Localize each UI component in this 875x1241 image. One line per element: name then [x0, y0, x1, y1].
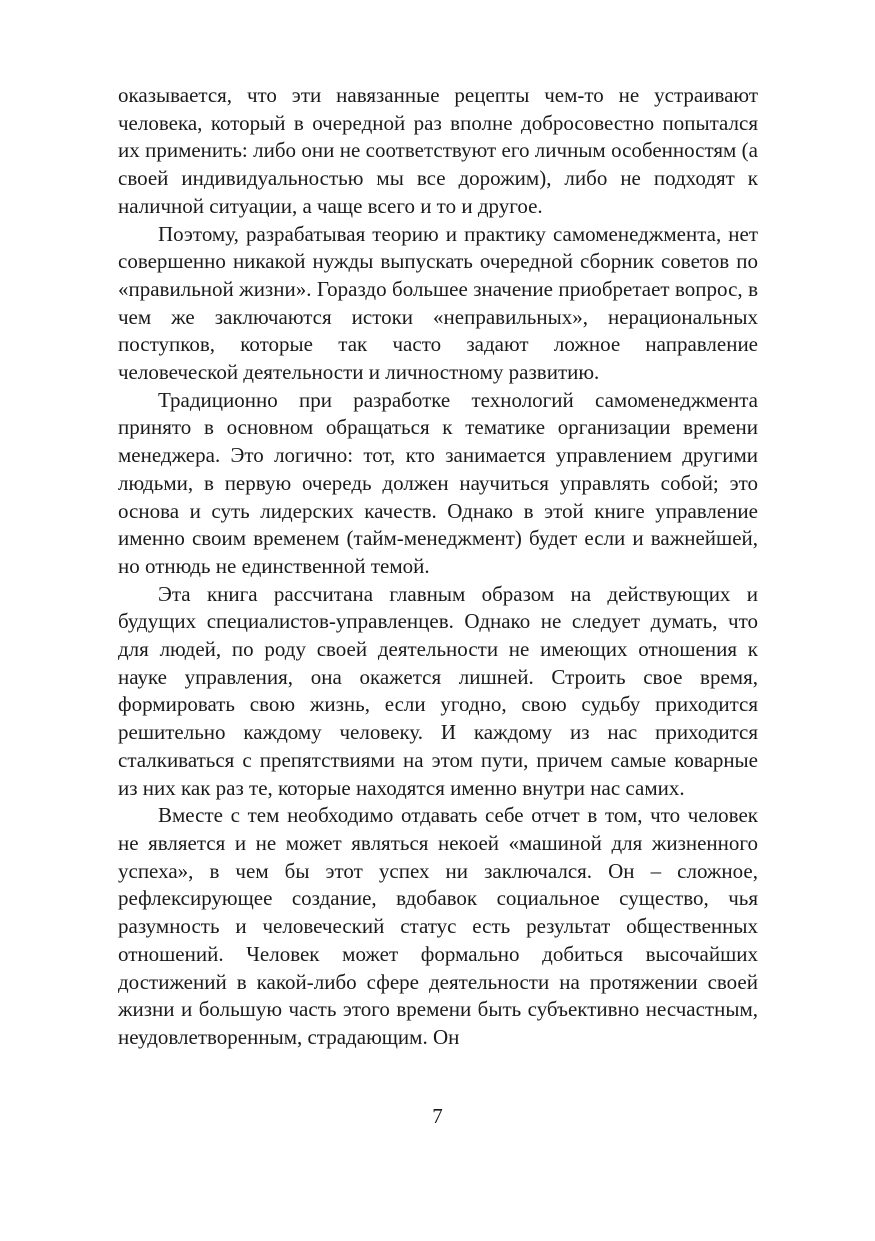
- paragraph: Вместе с тем необходимо отдавать себе отчет в том, что человек не является и не может являться некоей «машиной для жизненного успеха», в чем бы этот успех ни заключался. Он – сложное, рефлексирующее создание, вдобавок социальное существо, чья разумность и человеческий статус есть результат общественных отношений. Человек может формально добиться высочайших достижений в какой-либо сфере деятельности на протяжении своей жизни и большую часть этого времени быть субъективно несчастным, неудовлетворенным, страдающим. Он: [118, 803, 758, 1049]
- page-number: 7: [432, 1104, 443, 1128]
- paragraph: оказывается, что эти навязанные рецепты чем-то не устраивают человека, который в очередной раз вполне добросовестно попытался их применить: либо они не соответствуют его личным особенностям (а своей индивидуальностью мы все дорожим), либо не подходят к наличной ситуации, а чаще всего и то и другое.: [118, 83, 758, 218]
- body-text: [118, 82, 758, 1052]
- paragraph: Эта книга рассчитана главным образом на действующих и будущих специалистов-управленцев. Однако не следует думать, что для людей, по роду своей деятельности не имеющих отношения к науке управления, она окажется лишней. Строить свое время, формировать свою жизнь, если угодно, свою судьбу приходится решительно каждому человеку. И каждому из нас приходится сталкиваться с препятствиями на этом пути, причем самые коварные из них как раз те, которые находятся именно внутри нас самих.: [118, 581, 758, 800]
- paragraph: Поэтому, разрабатывая теорию и практику самоменеджмента, нет совершенно никакой нужды выпускать очередной сборник советов по «правильной жизни». Гораздо большее значение приобретает вопрос, в чем же заключаются истоки «неправильных», нерациональных поступков, которые так часто задают ложное направление человеческой деятельности и личностному развитию.: [118, 221, 758, 385]
- paragraph: Традиционно при разработке технологий самоменеджмента принято в основном обращаться к тематике организации времени менеджера. Это логично: тот, кто занимается управлением другими людьми, в первую очередь должен научиться управлять собой; это основа и суть лидерских качеств. Однако в этой книге управление именно своим временем (тайм-менеджмент) будет если и важнейшей, но отнюдь не единственной темой.: [118, 387, 758, 578]
